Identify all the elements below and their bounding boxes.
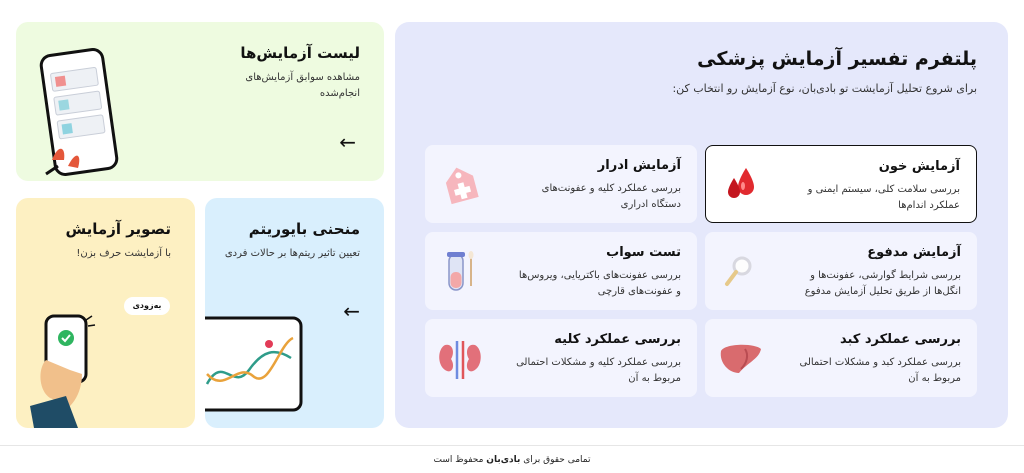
test-title: آزمایش ادرار [597,158,681,173]
test-title: بررسی عملکرد کبد [839,332,961,347]
card-title: تصویر آزمایش [65,220,171,238]
test-card-kidney[interactable] [425,319,697,397]
test-card-liver[interactable] [705,319,977,397]
footer-prefix: تمامی حقوق برای [523,455,591,465]
platform-panel [395,22,1008,428]
test-title: آزمایش خون [878,159,960,174]
biorhythm-chart-illustration [205,314,305,414]
test-desc: بررسی شرایط گوارشی، عفونت‌ها و انگل‌ها از طریق تحلیل آزمایش مدفوع [804,270,961,297]
card-desc: مشاهده سوابق آزمایش‌های انجام‌شده [245,72,360,99]
biorhythm-card[interactable] [205,198,384,428]
test-tube-icon [435,246,485,296]
phone-list-illustration [30,48,130,178]
footer-brand[interactable]: بادی‌بان [486,455,521,465]
test-image-card[interactable] [16,198,195,428]
platform-subtitle: برای شروع تحلیل آزمایشت تو بادی‌بان، نوع آزمایش رو انتخاب کن: [672,82,977,95]
arrow-left-icon[interactable]: ← [343,299,360,323]
test-card-stool[interactable] [705,232,977,310]
test-list-card[interactable] [16,22,384,181]
footer-divider [0,445,1024,446]
card-desc: تعیین تاثیر ریتم‌ها بر حالات فردی [224,248,360,259]
test-title: آزمایش مدفوع [867,245,961,260]
test-desc: بررسی عملکرد کلیه و عفونت‌های دستگاه ادراری [541,183,681,210]
test-desc: بررسی عملکرد کلیه و مشکلات احتمالی مربوط به آن [516,357,681,384]
blood-drops-icon [716,160,766,210]
platform-title: پلتفرم تفسیر آزمایش پزشکی [697,48,977,70]
test-desc: بررسی عملکرد کبد و مشکلات احتمالی مربوط به آن [799,357,961,384]
coming-soon-badge: به‌زودی [124,297,170,315]
card-title: لیست آزمایش‌ها [240,44,360,62]
test-card-blood[interactable] [705,145,977,223]
test-title: بررسی عملکرد کلیه [554,332,681,347]
test-desc: بررسی عفونت‌های باکتریایی، ویروس‌ها و عفونت‌های قارچی [518,270,681,297]
test-card-swab[interactable] [425,232,697,310]
test-title: تست سواب [606,245,681,260]
footer [0,455,1024,465]
card-title: منحنی بایوریتم [248,220,360,238]
liver-icon [715,333,765,383]
footer-suffix: محفوظ است [433,455,484,465]
magnifier-icon [715,246,765,296]
test-card-urine[interactable] [425,145,697,223]
kidney-icon [435,333,485,383]
test-desc: بررسی سلامت کلی، سیستم ایمنی و عملکرد اندام‌ها [807,184,960,211]
phone-hand-illustration [20,310,110,428]
card-desc: با آزمایشت حرف بزن! [76,248,171,259]
arrow-left-icon[interactable]: ← [339,130,356,154]
urine-tag-icon [435,159,485,209]
